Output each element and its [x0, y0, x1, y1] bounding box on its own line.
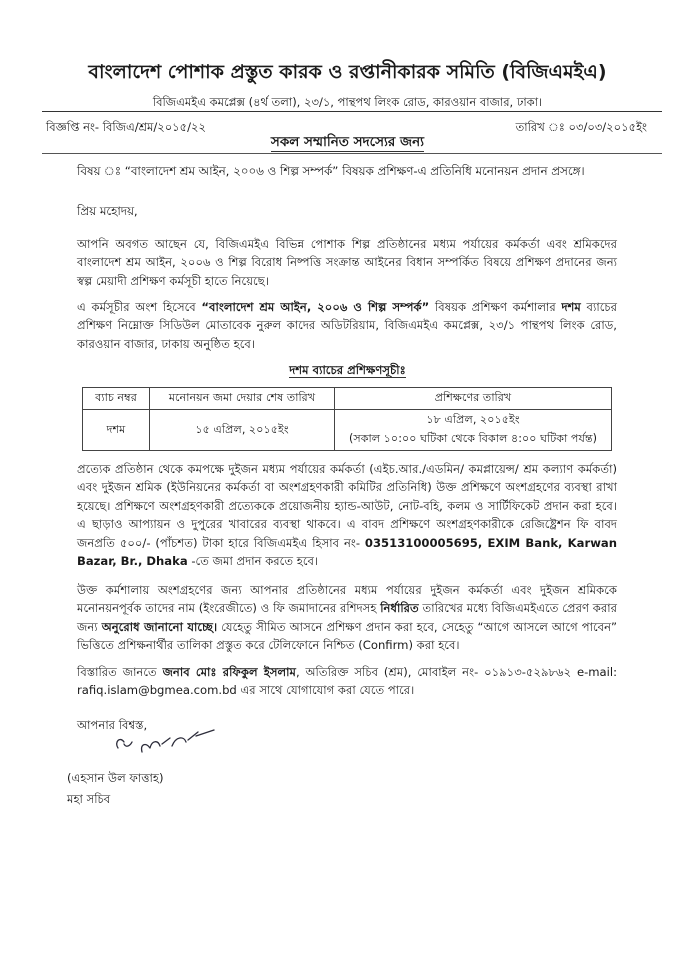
letter-date: তারিখ ঃ ০৩/০৩/২০১৫ইং [515, 120, 647, 134]
p4-part-e: যেহেতু সীমিত আসনে প্রশিক্ষণ প্রদান করা হবে, সেহেতু “আগে আসলে আগে পাবেন” ভিত্তিতে প্রশিক্ষনার্থীর তালিকা প্রস্তুত করে টেলিফোনে নিশ্চিত (Confirm) করা হবে। [77, 619, 617, 653]
signatory-title: মহা সচিব [67, 792, 111, 806]
table-header-row [83, 388, 612, 410]
schedule-title-text: দশম ব্যাচের প্রশিক্ষণসূচীঃ [289, 363, 406, 377]
header-batch-number: ব্যাচ নম্বর [83, 388, 150, 410]
subject-divider [42, 153, 662, 154]
p4-emphasis-2: অনুরোধ জানানো যাচ্ছে। [101, 619, 218, 634]
training-time: (সকাল ১০:০০ ঘটিকা থেকে বিকাল ৪:০০ ঘটিকা পর্যন্ত) [348, 432, 598, 445]
paragraph-intro: আপনি অবগত আছেন যে, বিজিএমইএ বিভিন্ন পোশাক শিল্প প্রতিষ্ঠানের মধ্যম পর্যায়ের কর্মকর্তা এবং শ্রমিকদের বাংলাদেশ শ্রম আইন, ২০০৬ ও শিল্প বিরোধ নিষ্পত্তি সংক্রান্ত আইনের বিধান সম্পর্কিত বিষয়ে প্রশিক্ষণ প্রদানের জন্য স্বল্প মেয়াদী প্রশিক্ষণ কর্মসূচী হাতে নিয়েছে। [77, 237, 617, 288]
paragraph-contact [77, 663, 617, 700]
header-deadline: মনোনয়ন জমা দেয়ার শেষ তারিখ [150, 388, 335, 410]
handwritten-signature [110, 718, 220, 763]
p2-part-e: ব্যাচের প্রশিক্ষণ নিম্নোক্ত সিডিউল মোতাবেক নুরুল কাদের অডিটরিয়াম, বিজিএমইএ কমপ্লেক্স, ২৩/১ পান্থপথ লিংক রোড, কারওয়ান বাজার, ঢাকায় অনুষ্ঠিত হবে। [77, 300, 618, 351]
p5-part-a: বিস্তারিত জানতে [77, 665, 163, 679]
p3-part-a: প্রত্যেক প্রতিষ্ঠান থেকে কমপক্ষে দুইজন মধ্যম পর্যায়ের কর্মকর্তা (এইচ.আর./এডমিন/ কমপ্লায়েন্স/ শ্রম কল্যাণ কর্মকর্তা) এবং দুইজন শ্রমিক (ইউনিয়নের কর্মকর্তা বা অংশগ্রহণকারী কমিটির প্রতিনিধি) উক্ত প্রশিক্ষণে অংশগ্রহণের ব্যবস্থা রাখা হয়েছে। প্রশিক্ষণে অংশগ্রহণকারী প্রত্যেককে প্রয়োজনীয় হ্যান্ড-আউট, নোট-বহি, কলম ও সার্টিফিকেট প্রদান করা হবে। এ ছাড়াও আপ্যায়ন ও দুপুরের খাবারের ব্যবস্থা থাকবে। এ বাবদ প্রশিক্ষণে অংশগ্রহণকারীকে রেজিষ্ট্রেশন ফি বাবদ জনপ্রতি ৫০০/- (পাঁচশত) টাকা হারে বিজিএমইএ হিসাব নং- [77, 462, 617, 550]
training-date: ১৮ এপ্রিল, ২০১৫ইং [426, 413, 520, 426]
organization-address: বিজিএমইএ কমপ্লেক্স (৪র্থ তলা), ২৩/১, পান্থপথ লিংক রোড, কারওয়ান বাজার, ঢাকা। [152, 95, 543, 109]
addressee [0, 131, 695, 154]
table-row [83, 410, 612, 451]
schedule-title [0, 362, 695, 381]
p2-part-a: এ কর্মসূচীর অংশ হিসেবে [77, 300, 202, 314]
header-training-date: প্রশিক্ষণের তারিখ [335, 388, 612, 410]
paragraph-nomination [77, 581, 617, 655]
addressee-text: সকল সম্মানিত সদস্যের জন্য [270, 134, 425, 150]
p2-part-c: বিষয়ক প্রশিক্ষণ কর্মশালার [429, 300, 562, 314]
p5-part-c: , অতিরিক্ত সচিব (শ্রম), মোবাইল নং- ০১৯১৩-৫২৯৮৬২ e-mail: rafiq.islam@bgmea.com.bd এর সাথে যোগাযোগ করা যেতে পারে। [77, 665, 618, 698]
salutation: প্রিয় মহোদয়, [77, 204, 138, 218]
cell-batch: দশম [83, 410, 150, 451]
organization-name: বাংলাদেশ পোশাক প্রস্তুত কারক ও রপ্তানীকারক সমিতি (বিজিএমইএ) [88, 61, 607, 83]
p4-part-a: উক্ত কর্মশালায় অংশগ্রহণের জন্য আপনার প্রতিষ্ঠানের মধ্যম পর্যায়ের দুইজন কর্মকর্তা এবং দুইজন শ্রমিককে মনোনয়নপূর্বক তাদের নাম (ইংরেজীতে) ও ফি জমাদানের রশিদসহ [77, 583, 617, 616]
paragraph-program [77, 298, 617, 353]
batch-name: দশম [561, 300, 581, 314]
closing: আপনার বিশ্বস্ত, [77, 718, 148, 732]
p4-part-c: তারিখের মধ্যে বিজিএমইএতে প্রেরণ করার জন্য [77, 601, 617, 634]
training-title: “বাংলাদেশ শ্রম আইন, ২০০৬ ও শিল্প সম্পর্ক” [201, 300, 430, 314]
header-divider [42, 111, 662, 112]
subject-line: বিষয় ঃ “বাংলাদেশ শ্রম আইন, ২০০৬ ও শিল্প সম্পর্ক” বিষয়ক প্রশিক্ষণ-এ প্রতিনিধি মনোনয়ন প্রদান প্রসঙ্গে। [77, 164, 585, 178]
paragraph-participation [77, 460, 617, 570]
cell-training-date [335, 410, 612, 451]
schedule-table [82, 387, 612, 451]
p3-part-c: -তে জমা প্রদান করতে হবে। [187, 554, 319, 569]
cell-deadline: ১৫ এপ্রিল, ২০১৫ইং [150, 410, 335, 451]
p4-emphasis-1: নির্ধারিত [380, 601, 419, 616]
signatory-name: (এহসান উল ফাত্তাহ) [67, 771, 164, 785]
reference-number: বিজ্ঞপ্তি নং- বিজিএ/শ্রম/২০১৫/২২ [46, 120, 206, 134]
contact-person: জনাব মোঃ রফিকুল ইসলাম [162, 665, 296, 679]
bank-account: 03513100005695, EXIM Bank, Karwan Bazar, Br., Dhaka [77, 535, 617, 569]
